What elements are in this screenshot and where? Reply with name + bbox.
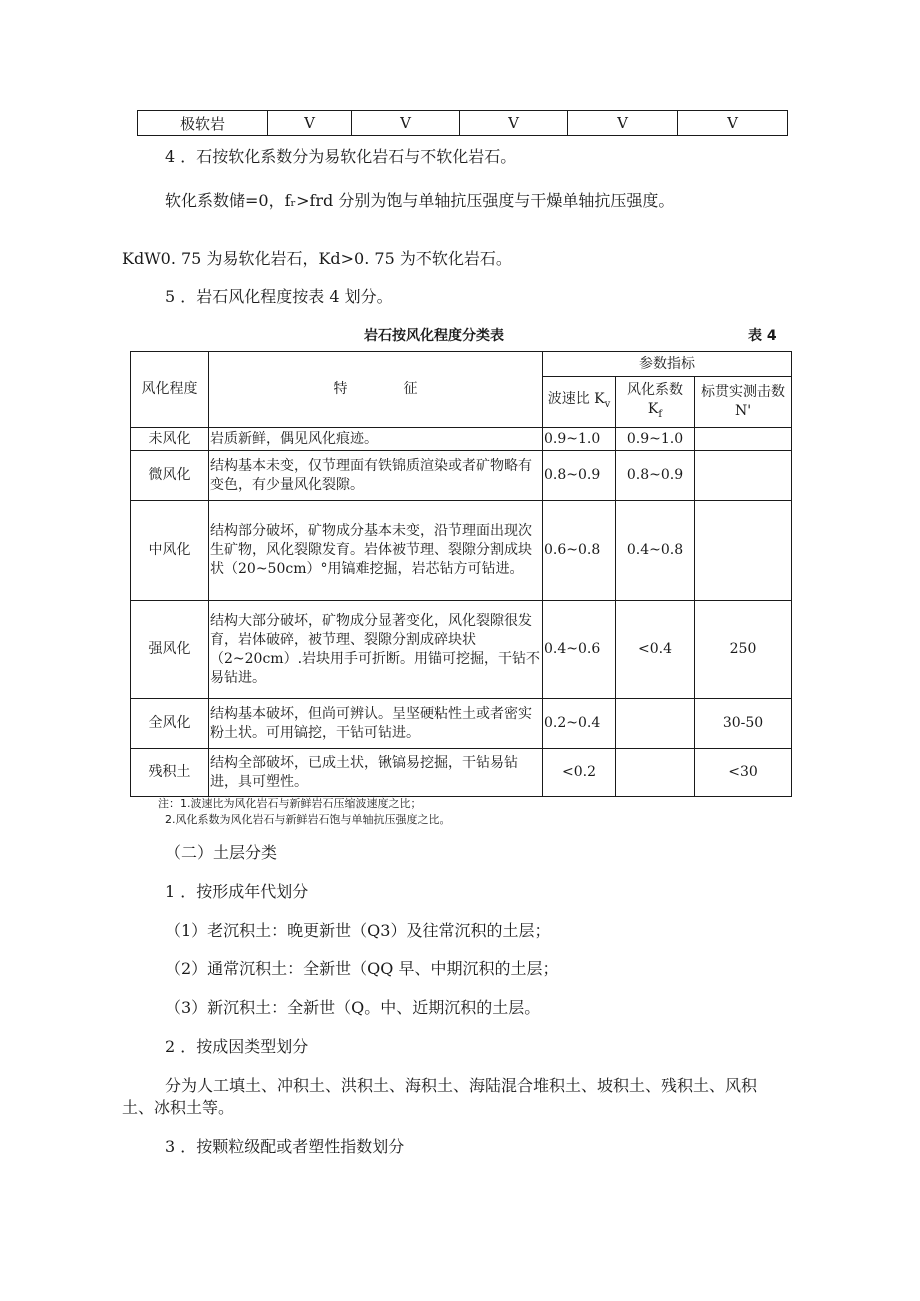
kf-cell: <0.4 [616, 601, 695, 699]
section-heading: （二）土层分类 [165, 843, 278, 862]
paragraph: （3）新沉积土：全新世（Q。中、近期沉积的土层。 [165, 998, 541, 1017]
kv-cell: <0.2 [543, 749, 616, 797]
spt-cell [695, 451, 792, 501]
table-row [131, 601, 792, 699]
grade-cell: 未风化 [131, 428, 209, 451]
header-params: 参数指标 [543, 352, 792, 377]
paragraph: 2 ．按成因类型划分 [165, 1037, 309, 1056]
table-cell: V [352, 111, 460, 136]
paragraph: 1 ．按形成年代划分 [165, 882, 309, 901]
grade-cell: 全风化 [131, 699, 209, 749]
header-spt: 标贯实测击数 N' [695, 377, 792, 428]
table-row [131, 501, 792, 601]
kv-cell: 0.2~0.4 [543, 699, 616, 749]
header-weather-coef: 风化系数 $K_f$ [616, 377, 695, 428]
table-number: 表 4 [748, 328, 777, 344]
table-cell: V [268, 111, 352, 136]
table-row [131, 699, 792, 749]
kv-cell: 0.9~1.0 [543, 428, 616, 451]
header-grade: 风化程度 [131, 352, 209, 428]
paragraph: （2）通常沉积土：全新世（QQ 早、中期沉积的土层； [165, 959, 559, 978]
feature-cell: 结构基本未变，仅节理面有铁锦质渲染或者矿物略有变色，有少量风化裂隙。 [209, 451, 543, 501]
table-row [131, 428, 792, 451]
kf-cell: 0.8~0.9 [616, 451, 695, 501]
table-row [131, 749, 792, 797]
paragraph: 5 ．岩石风化程度按表 4 划分。 [165, 287, 393, 306]
grade-cell: 残积土 [131, 749, 209, 797]
paragraph: 分为人工填土、冲积土、洪积土、海积土、海陆混合堆积土、坡积土、残积土、风积 [165, 1076, 758, 1095]
feature-cell: 结构基本破坏，但尚可辨认。呈坚硬粘性土或者密实粉土状。可用镐挖，干钻可钻进。 [209, 699, 543, 749]
header-wave-ratio: 波速比 $K_v$ [543, 377, 616, 428]
grade-cell: 中风化 [131, 501, 209, 601]
paragraph: （1）老沉积土：晚更新世（Q3）及往常沉积的土层； [165, 921, 551, 940]
spt-cell [695, 501, 792, 601]
paragraph: 4 ．石按软化系数分为易软化岩石与不软化岩石。 [165, 147, 517, 166]
kf-cell [616, 749, 695, 797]
grade-cell: 微风化 [131, 451, 209, 501]
table-note: 注：1.波速比为风化岩石与新鲜岩石压缩波速度之比； [158, 797, 422, 810]
spt-cell: <30 [695, 749, 792, 797]
kf-cell [616, 699, 695, 749]
feature-cell: 结构大部分破坏，矿物成分显著变化，风化裂隙很发育，岩体破碎，被节理、裂隙分割成碎块状（2~20cm）.岩块用手可折断。用锚可挖掘，干钻不易钻进。 [209, 601, 543, 699]
paragraph: 软化系数储=0，fᵣ>frd 分别为饱与单轴抗压强度与干燥单轴抗压强度。 [165, 191, 675, 210]
table-cell: V [460, 111, 568, 136]
kf-cell: 0.9~1.0 [616, 428, 695, 451]
spt-cell: 30-50 [695, 699, 792, 749]
feature-cell: 岩质新鲜，偶见风化痕迹。 [209, 428, 543, 451]
table-row [131, 451, 792, 501]
table-note: 2.风化系数为风化岩石与新鲜岩石饱与单轴抗压强度之比。 [165, 813, 451, 826]
feature-cell: 结构部分破坏，矿物成分基本未变，沿节理面出现次生矿物，风化裂隙发育。岩体被节理、裂隙分割成块状（20~50cm）°用镐难挖掘，岩芯钻方可钻进。 [209, 501, 543, 601]
paragraph: KdW0. 75 为易软化岩石，Kd>0. 75 为不软化岩石。 [122, 249, 512, 268]
rock-type-cell: 极软岩 [138, 111, 268, 136]
top-table [137, 110, 788, 136]
spt-cell [695, 428, 792, 451]
kf-cell: 0.4~0.8 [616, 501, 695, 601]
table-caption: 岩石按风化程度分类表 [364, 328, 504, 344]
kv-cell: 0.6~0.8 [543, 501, 616, 601]
kv-cell: 0.4~0.6 [543, 601, 616, 699]
table-cell: V [678, 111, 788, 136]
paragraph: 土、冰积土等。 [122, 1098, 235, 1117]
spt-cell: 250 [695, 601, 792, 699]
kv-cell: 0.8~0.9 [543, 451, 616, 501]
paragraph: 3 ．按颗粒级配或者塑性指数划分 [165, 1137, 405, 1156]
table-cell: V [568, 111, 678, 136]
table-header-row [131, 352, 792, 377]
weathering-table [130, 351, 792, 797]
feature-cell: 结构全部破坏，已成土状，锹镐易挖掘，干钻易钻进，具可塑性。 [209, 749, 543, 797]
grade-cell: 强风化 [131, 601, 209, 699]
table-row [138, 111, 788, 136]
header-feature: 特 征 [209, 352, 543, 428]
